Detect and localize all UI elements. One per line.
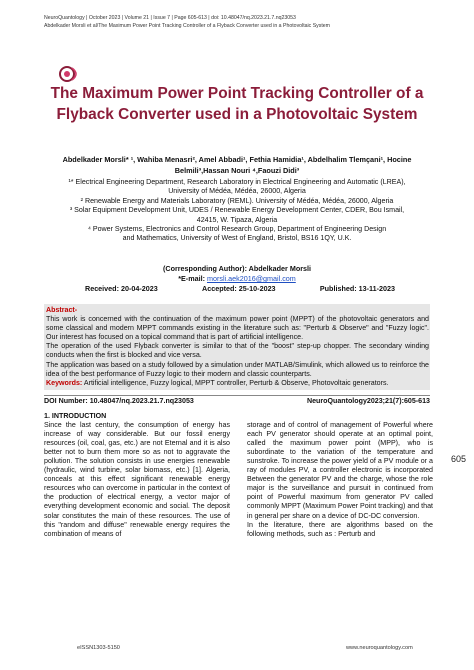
- accepted-date: Accepted: 25-10-2023: [202, 284, 276, 293]
- published-date: Published: 13-11-2023: [319, 284, 395, 293]
- body-column-left: [44, 412, 230, 539]
- introduction-text-left: Since the last century, the consumption of energy has increase of way considerable. But our fossil energy resources (oil, coal, gas, etc.) are not Eternal and it is also better not to burn them more so as not to aggravate the pollution. The solution consists in use energies renewable (hydraulic, wind turbine, solar biomass, etc.) [1]. Algeria, conceals at this effect significant renewable energy resources who can overcome in particular in the context of the production of electrical energy, a vector major of everything development economic and social. The deposit solar constitutes the main of these resources. The use of this "random and diffuse" renewable energy requires the combination of means of: [44, 421, 230, 538]
- section-heading-introduction: 1. INTRODUCTION: [44, 412, 107, 420]
- received-date: Received: 20-04-2023: [85, 284, 158, 293]
- keywords-text: Artificial intelligence, Fuzzy logical, MPPT controller, Perturb & Observe, Photovoltaic generators.: [83, 378, 389, 387]
- journal-logo-icon: [58, 64, 82, 84]
- corresponding-author-name: (Corresponding Author): Abdelkader Morsli: [162, 264, 311, 273]
- footer-website[interactable]: www.neuroquantology.com: [346, 645, 413, 651]
- body-column-right: [247, 412, 433, 548]
- corresponding-email-line: [40, 274, 434, 284]
- corresponding-author: [40, 264, 434, 284]
- page-number: 605: [451, 454, 467, 464]
- affiliation-4-line-1: ⁴ Power Systems, Electronics and Control Research Group, Department of Engineering Design: [87, 225, 387, 234]
- author-list: [36, 155, 438, 176]
- affiliation-1-line-2: University of Médéa, Médéa, 26000, Algeria: [168, 187, 306, 196]
- publication-dates: [85, 284, 395, 293]
- author-line-2: Belmili³,Hassan Nouri ⁴,Faouzi Didi³: [174, 165, 300, 175]
- abstract-heading: Abstract-: [46, 306, 78, 314]
- affiliation-3-line-1: ³ Solar Equipment Development Unit, UDES / Renewable Energy Development Center, CDER, Bou Ismail,: [69, 206, 405, 215]
- affiliation-1: [40, 178, 434, 197]
- keywords: [46, 379, 429, 388]
- affiliation-4-line-2: and Mathematics, University of West of England, Bristol, BS16 1QY, U.K.: [122, 234, 352, 243]
- affiliation-3: [40, 206, 434, 225]
- affiliation-1-line-1: ¹* Electrical Engineering Department, Research Laboratory in Electrical Engineering and Automatic (LREA),: [68, 178, 406, 186]
- keywords-label: Keywords:: [46, 378, 83, 387]
- abstract-paragraph-1: This work is concerned with the continuation of the maximum power point (MPPT) of the photovoltaic generators and some classical and modern MPPT commands existing in the literature such as: "Perturb & Observe" and "Fuzzy logic". Our interest has focused on a topical command that is part of artificial intelligence.: [46, 315, 429, 342]
- affiliation-2: [40, 197, 434, 206]
- doi-number: DOI Number: 10.48047/nq.2023.21.7.nq23053: [44, 397, 194, 405]
- doi-line: [44, 395, 430, 405]
- journal-header-line: NeuroQuantology | October 2023 | Volume 21 | Issue 7 | Page 605-613 | doi: 10.48047/nq.2023.21.7.nq23053: [44, 15, 296, 21]
- citation: NeuroQuantology2023;21(7):605-613: [306, 397, 430, 405]
- footer-issn: eISSN1303-5150: [77, 645, 120, 651]
- abstract-paragraph-2: The operation of the used Flyback converter is similar to that of the "boost" step-up chopper. The secondary winding conducts when the first is blocked and vice versa.: [46, 342, 429, 360]
- affiliation-4: [40, 225, 434, 244]
- abstract-box: [44, 304, 430, 390]
- email-link[interactable]: morsli.aek2016@gmail.com: [206, 274, 296, 283]
- author-line-1: Abdelkader Morsli* ¹, Wahiba Menasri², Amel Abbadi¹, Fethia Hamidia¹, Abdelhalim Tlemçani¹, Hocine: [62, 155, 412, 164]
- affiliations: [40, 178, 434, 244]
- affiliation-3-line-2: 42415, W. Tipaza, Algeria: [196, 215, 278, 224]
- affiliation-2-line-1: ² Renewable Energy and Materials Laboratory (REML). University of Médéa, Médéa, 26000, Algeria: [80, 196, 394, 205]
- introduction-text-right: storage and of control of management of Powerful where each PV generator should operate at an optimal point, called the maximum power point (MPP), who is subordinate to the variation of the temperature and sunstroke. To increase the power yield of a PV module or a ray of modules PV, a controller electronic is incorporated Between the generator PV and the charge, whose the role major is the surveillance and pursuit in continued from point of Powerful maximum from generator PV called commonly MPPT (Maximum Power Point tracking) and that in general per share on a device of DC-DC conversion. In the literature, there are algorithms based on the following methods, such as : Perturb and: [247, 421, 433, 538]
- abstract-paragraph-3: The application was based on a study followed by a simulation under MATLAB/Simulink, which allowed us to reinforce the idea of the best performance of Fuzzy logic to their modern and classic counterparts.: [46, 360, 429, 378]
- paper-title: The Maximum Power Point Tracking Controller of a Flyback Converter used in a Photovoltaic System: [50, 85, 424, 123]
- email-label: *E-mail:: [178, 274, 205, 283]
- running-title-line: Abdelkader Morsli et al/The Maximum Power Point Tracking Controller of a Flyback Converter used in a Photovoltaic System: [44, 23, 331, 29]
